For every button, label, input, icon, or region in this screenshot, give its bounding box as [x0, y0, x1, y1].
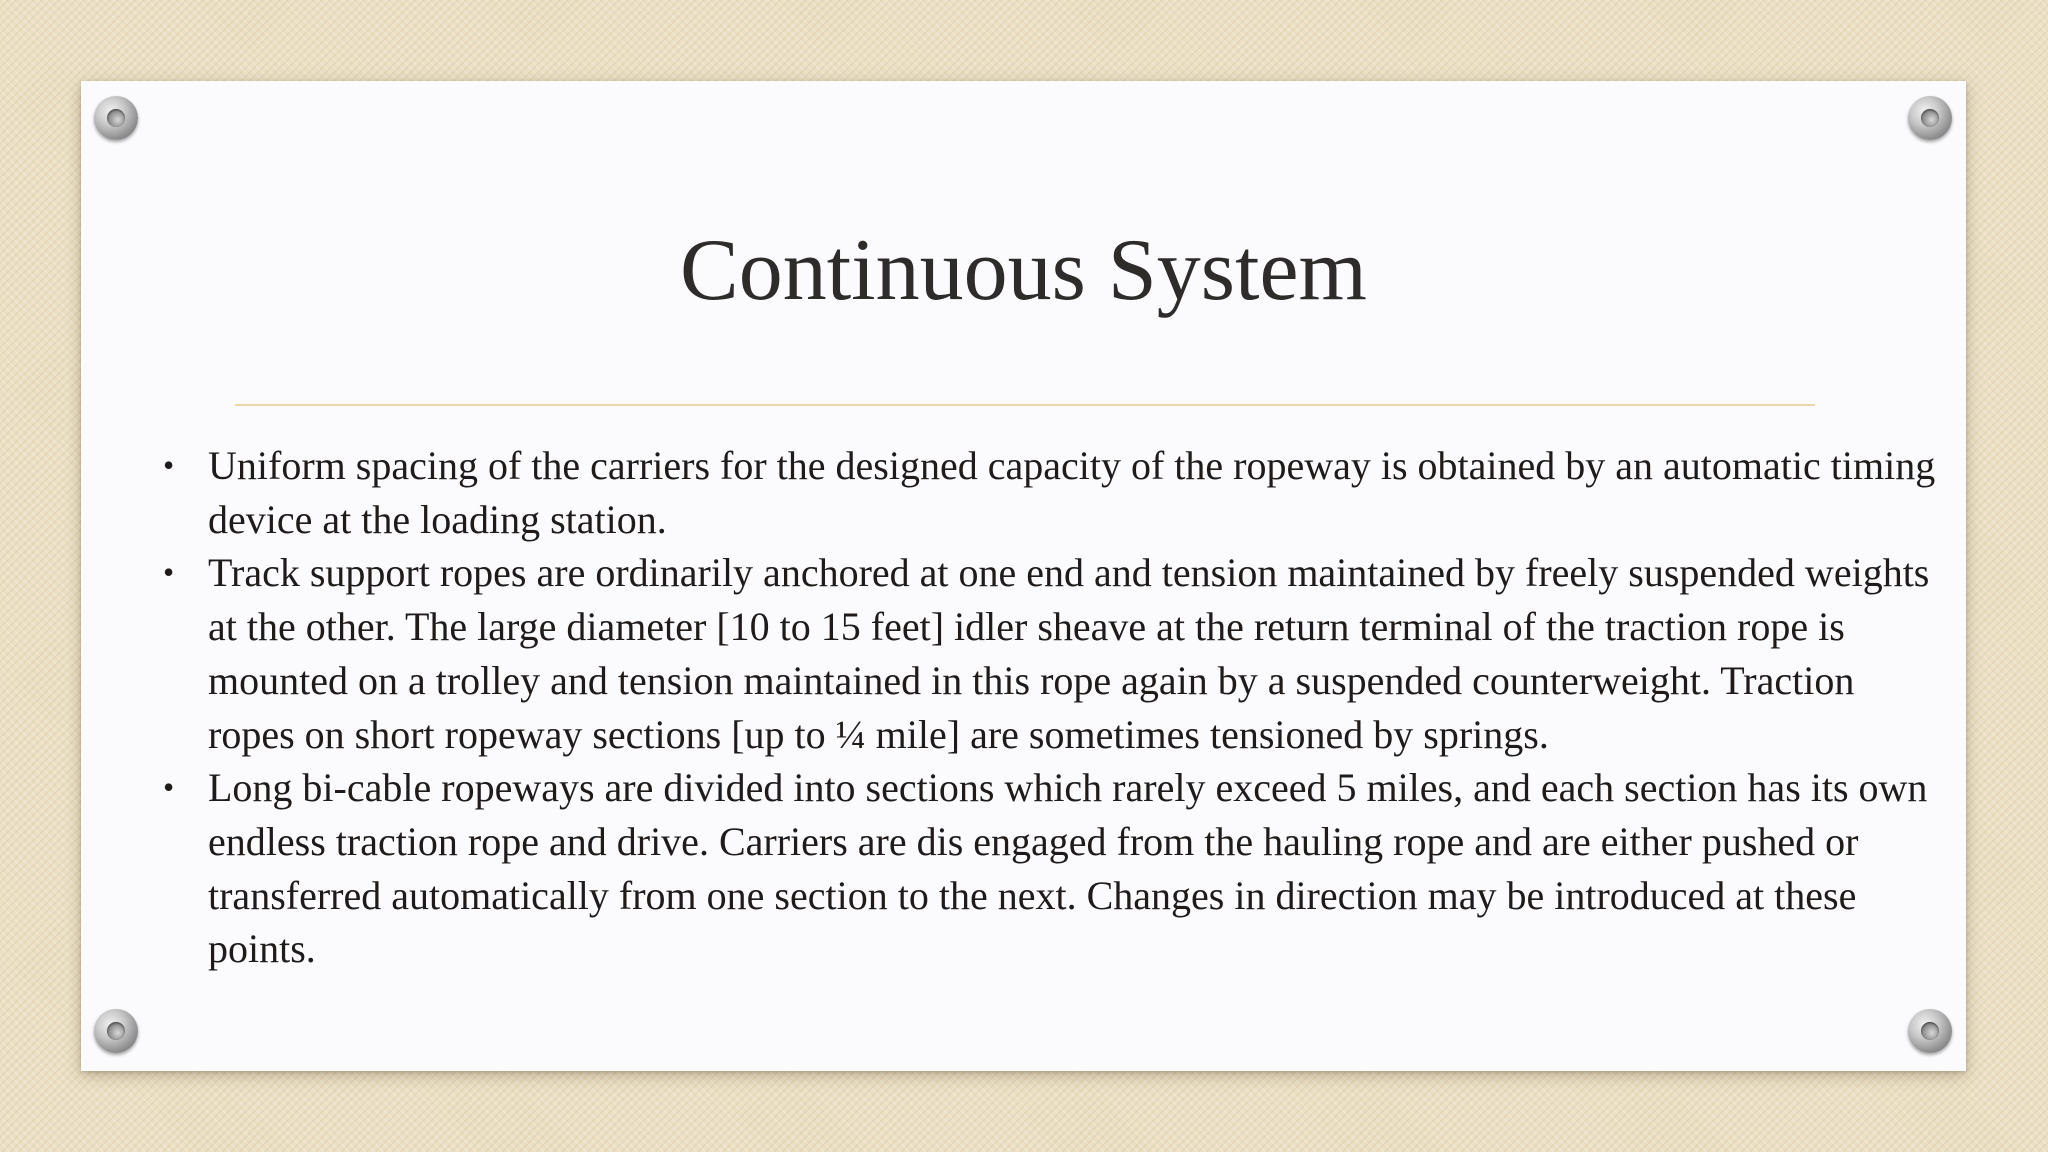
title-divider: [235, 404, 1815, 406]
grommet-icon: [1908, 96, 1952, 140]
slide-card: [81, 81, 1966, 1071]
grommet-icon: [94, 96, 138, 140]
bullet-item: [159, 546, 1949, 761]
grommet-icon: [94, 1009, 138, 1053]
bullet-text: Uniform spacing of the carriers for the designed capacity of the ropeway is obtained by an automatic timing device at the loading station.: [208, 443, 1936, 542]
bullet-item: [159, 761, 1949, 976]
bullet-text: Long bi-cable ropeways are divided into sections which rarely exceed 5 miles, and each section has its own endless traction rope and drive. Carriers are dis engaged from the hauling rope and are either pushed or transferred automatically from one section to the next. Changes in direction may be introduced at these points.: [208, 765, 1928, 972]
bullet-text: Track support ropes are ordinarily anchored at one end and tension maintained by freely suspended weights at the other. The large diameter [10 to 15 feet] idler sheave at the return terminal of the traction rope is mounted on a trolley and tension maintained in this rope again by a suspended counterweight. Traction ropes on short ropeway sections [up to ¼ mile] are sometimes tensioned by springs.: [208, 550, 1930, 757]
bullet-list: [159, 439, 1949, 976]
grommet-icon: [1908, 1009, 1952, 1053]
bullet-dot-icon: •: [163, 769, 175, 806]
bullet-item: [159, 439, 1949, 546]
bullet-dot-icon: •: [163, 447, 175, 483]
slide-title: Continuous System: [680, 222, 1367, 319]
bullet-dot-icon: •: [163, 554, 175, 591]
